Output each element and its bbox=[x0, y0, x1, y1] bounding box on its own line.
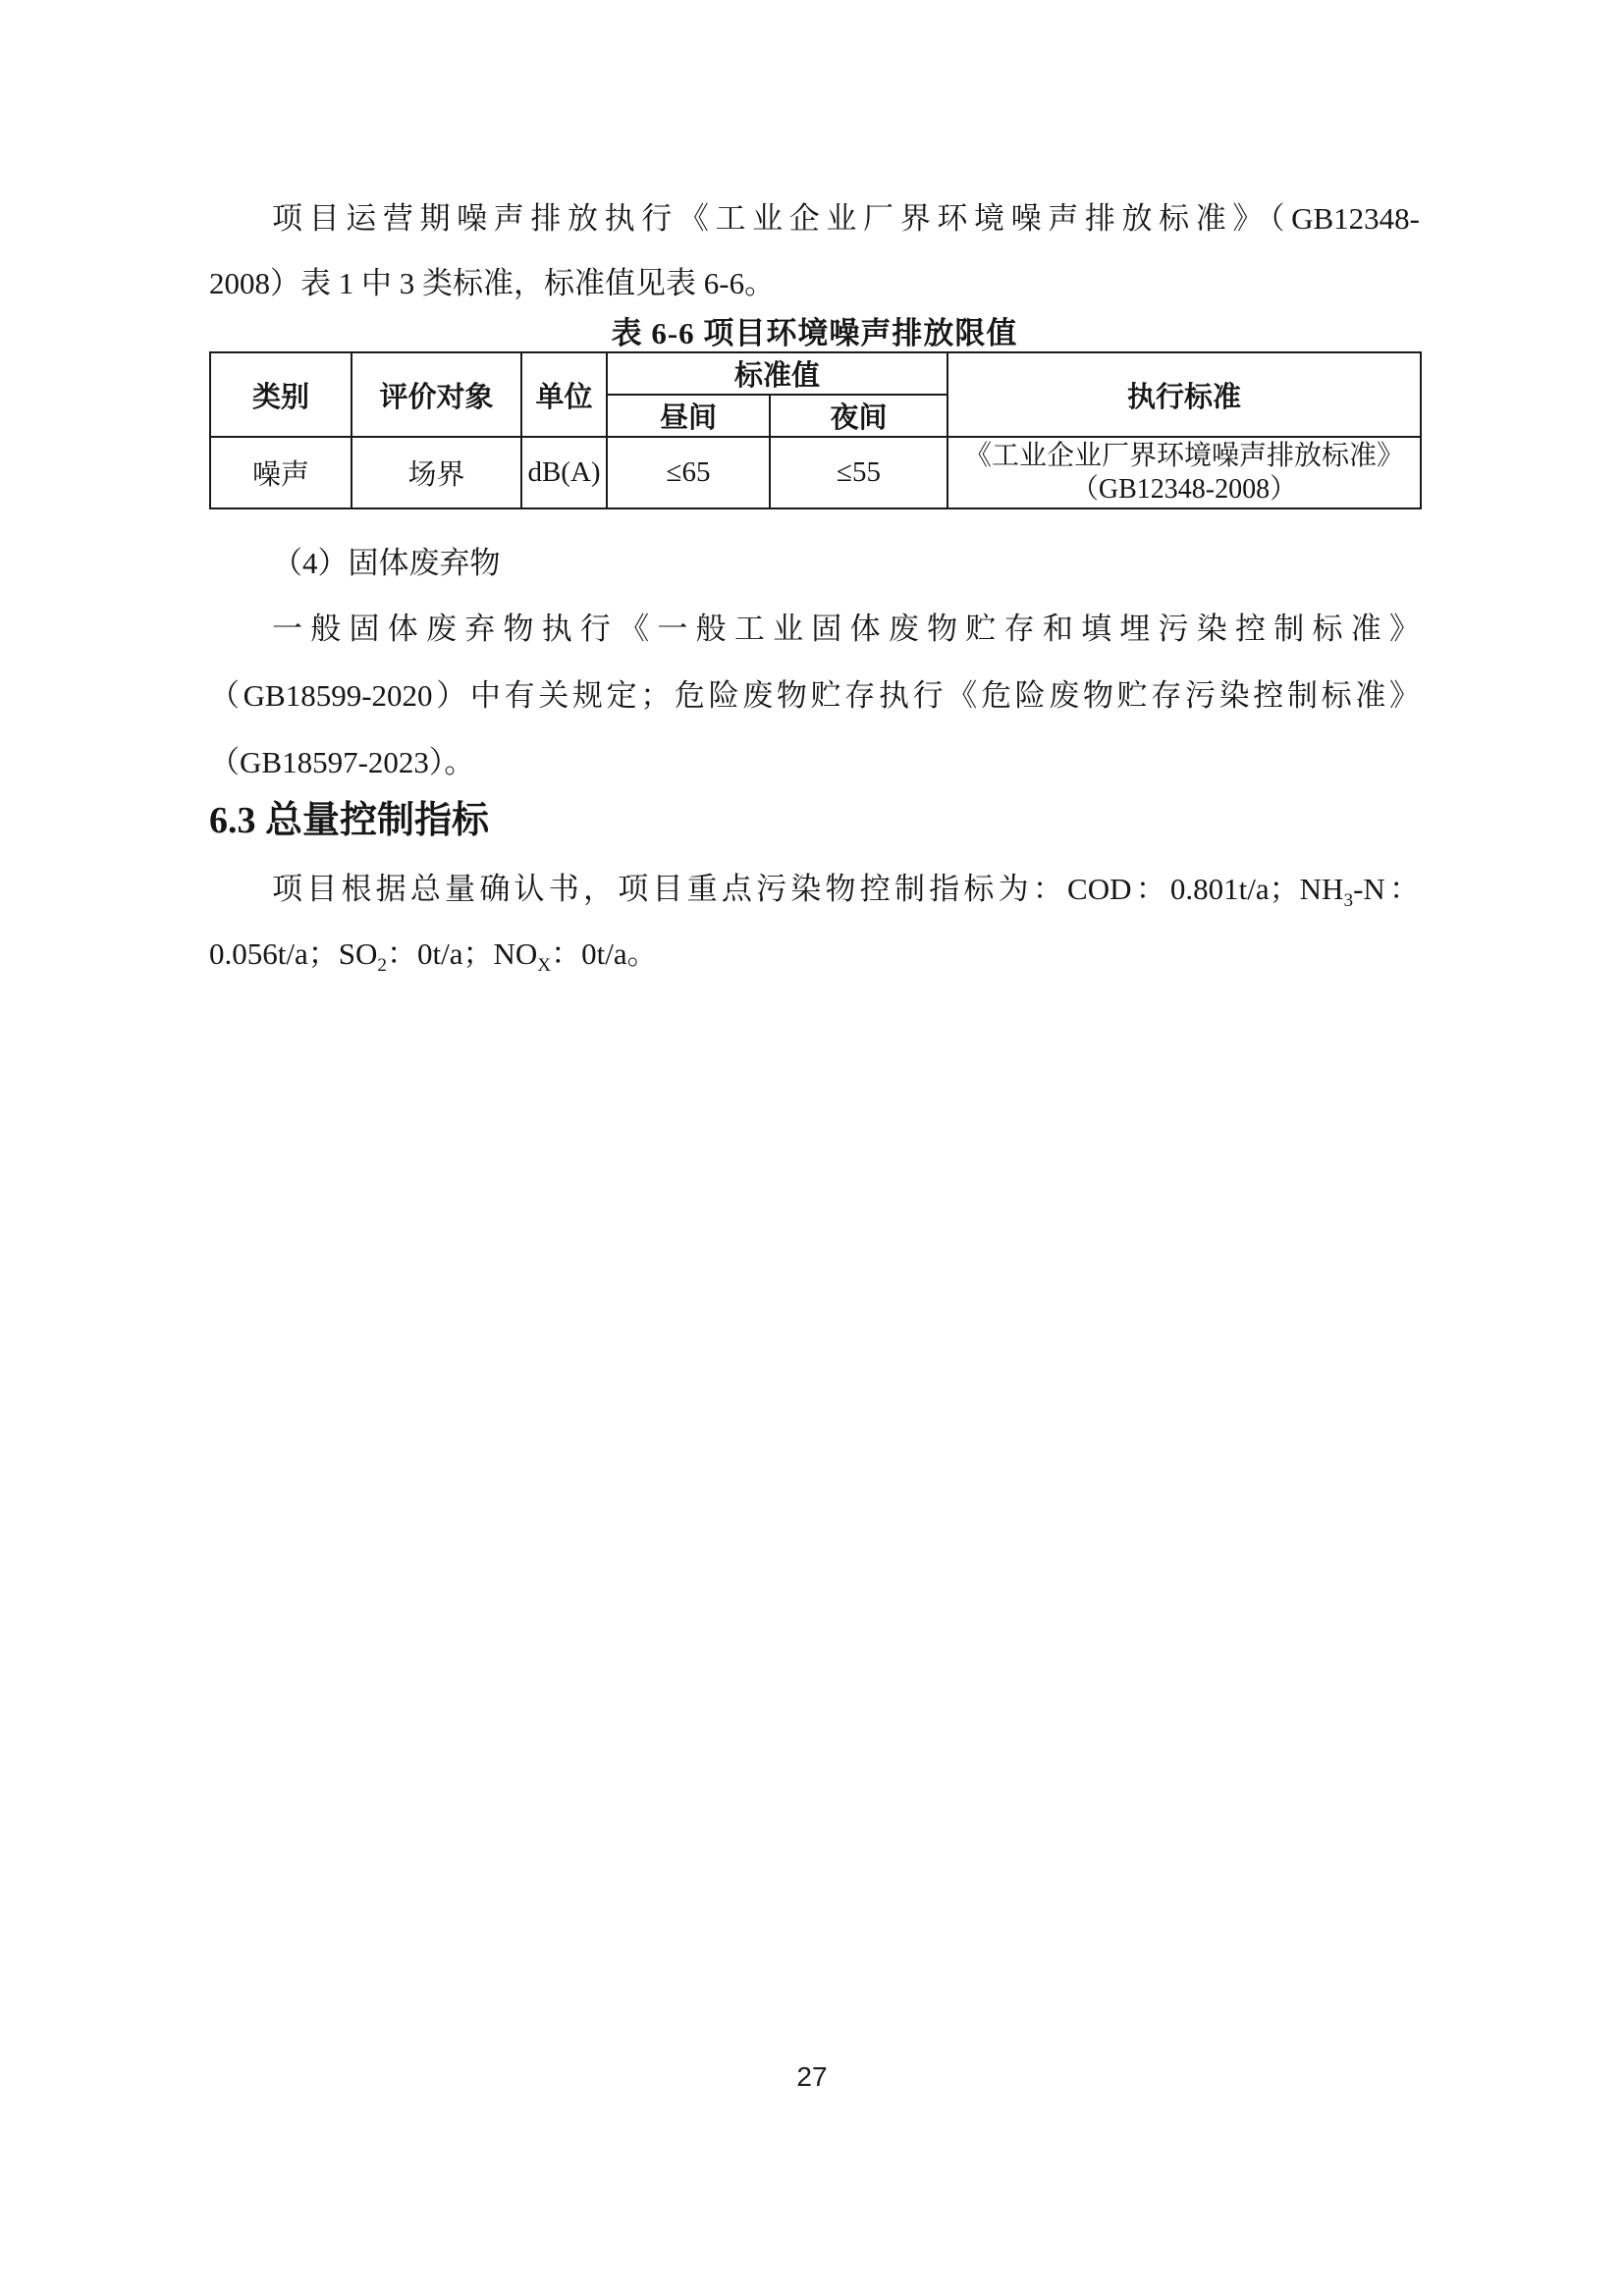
text-line bbox=[209, 922, 1420, 987]
cell-night-limit: ≤55 bbox=[770, 437, 947, 508]
text-segment: 2008）表 1 中 3 类标准，标准值见表 6-6。 bbox=[209, 266, 776, 300]
header-standard-value: 标准值 bbox=[607, 352, 947, 395]
text-segment: （4）固体废弃物 bbox=[272, 546, 501, 580]
header-unit: 单位 bbox=[521, 352, 607, 437]
paragraph-solid-waste-body bbox=[209, 596, 1420, 796]
subscript-text: X bbox=[537, 955, 552, 977]
text-line bbox=[209, 857, 1420, 922]
noise-limit-table bbox=[209, 351, 1422, 509]
page-content bbox=[209, 0, 1420, 987]
text-line bbox=[209, 729, 1420, 796]
text-segment: ：0t/a。 bbox=[551, 936, 658, 971]
text-segment: 0.056t/a；SO bbox=[209, 936, 378, 971]
text-line bbox=[209, 596, 1420, 663]
paragraph-solid-waste-title bbox=[209, 531, 1420, 596]
text-segment: （GB18597-2023）。 bbox=[209, 745, 475, 779]
text-segment: 项目运营期噪声排放执行《工业企业厂界环境噪声排放标准》（GB12348- bbox=[272, 201, 1420, 236]
header-daytime: 昼间 bbox=[607, 395, 770, 437]
section-heading-6-3: 6.3 总量控制指标 bbox=[209, 800, 490, 841]
table-row bbox=[210, 437, 1421, 508]
table-title: 表 6-6 项目环境噪声排放限值 bbox=[611, 316, 1018, 350]
paragraph-total-control bbox=[209, 857, 1420, 987]
text-segment: ：0t/a；NO bbox=[386, 936, 538, 971]
text-segment: （GB18599-2020）中有关规定；危险废物贮存执行《危险废物贮存污染控制标准》 bbox=[209, 678, 1420, 713]
paragraph-noise-standard bbox=[209, 187, 1420, 316]
page-number: 27 bbox=[796, 2061, 828, 2092]
cell-unit: dB(A) bbox=[521, 437, 607, 508]
subscript-text: 3 bbox=[1343, 890, 1354, 912]
header-nighttime: 夜间 bbox=[770, 395, 947, 437]
text-line bbox=[209, 251, 1420, 316]
header-executive-standard: 执行标准 bbox=[947, 352, 1421, 437]
text-line bbox=[209, 187, 1420, 251]
header-category: 类别 bbox=[210, 352, 352, 437]
cell-executive-standard bbox=[947, 437, 1421, 508]
header-target: 评价对象 bbox=[352, 352, 521, 437]
text-segment: 一般固体废弃物执行《一般工业固体废物贮存和填埋污染控制标准》 bbox=[272, 612, 1420, 646]
subscript-text: 2 bbox=[377, 955, 387, 977]
executive-standard-line1: 《工业企业厂界环境噪声排放标准》 bbox=[964, 440, 1405, 471]
text-line bbox=[209, 663, 1420, 729]
executive-standard-line2: （GB12348-2008） bbox=[1070, 473, 1298, 505]
text-segment: 项目根据总量确认书，项目重点污染物控制指标为：COD：0.801t/a；NH bbox=[272, 872, 1344, 906]
text-segment: -N： bbox=[1353, 872, 1420, 906]
cell-target: 场界 bbox=[352, 437, 521, 508]
text-line bbox=[209, 531, 1420, 596]
cell-day-limit: ≤65 bbox=[607, 437, 770, 508]
cell-category: 噪声 bbox=[210, 437, 352, 508]
